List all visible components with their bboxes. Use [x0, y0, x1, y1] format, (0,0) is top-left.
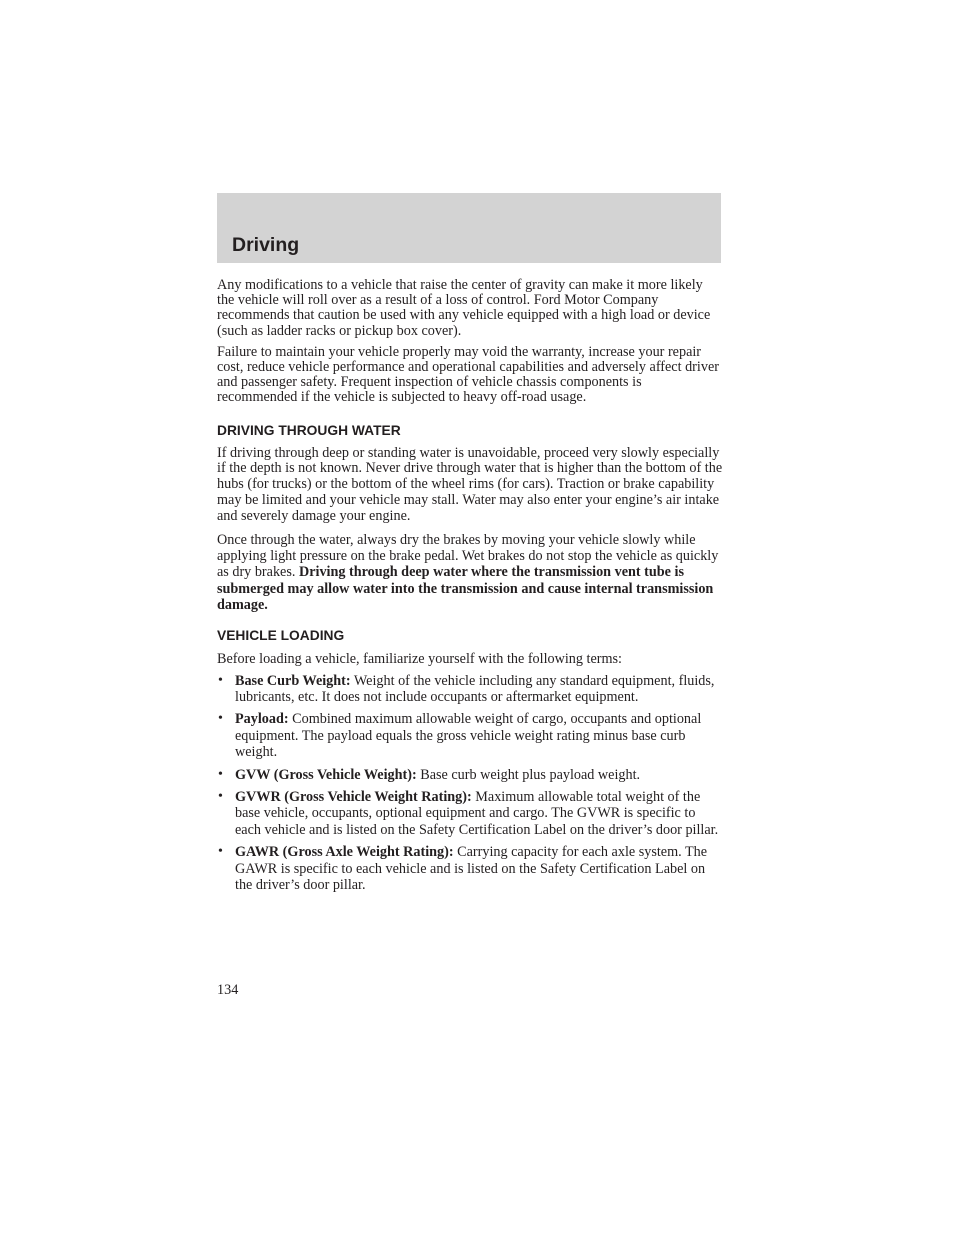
bullet-icon: • [218, 844, 223, 860]
vehicle-loading-heading: VEHICLE LOADING [217, 627, 345, 643]
term-label: GAWR (Gross Axle Weight Rating): [235, 844, 454, 861]
loading-terms-list [217, 673, 723, 894]
list-item-base-curb-weight [217, 673, 723, 706]
term-definition: Maximum allowable total weight of the base vehicle, occupants, optional equipment and cargo. The GVWR is specific to each vehicle and is listed on the Safety Certification Label on the driver’s door pillar. [235, 789, 719, 838]
term-definition: Weight of the vehicle including any standard equipment, fluids, lubricants, etc. It does not include occupants or aftermarket equipment. [235, 672, 715, 706]
term-label: GVWR (Gross Vehicle Weight Rating): [235, 789, 472, 806]
list-item-payload [217, 711, 723, 760]
term-label: GVW (Gross Vehicle Weight): [235, 766, 417, 783]
transmission-warning: Driving through deep water where the transmission vent tube is submerged may allow water into the transmission and cause internal transmission damage. [217, 564, 714, 614]
intro-paragraph: Any modifications to a vehicle that raise the center of gravity can make it more likely the vehicle will roll over as a result of a loss of control. Ford Motor Company recommends that caution be used with any vehicle equipped with a high load or device (such as ladder racks or pickup box cover). [217, 277, 711, 339]
term-definition: Base curb weight plus payload weight. [420, 766, 641, 783]
dry-brakes-paragraph [217, 532, 723, 614]
term-definition: Combined maximum allowable weight of cargo, occupants and optional equipment. The payload equals the gross vehicle weight rating minus base curb weight. [235, 711, 702, 761]
bullet-icon: • [218, 672, 223, 688]
term-label: Payload: [235, 711, 289, 728]
section-header-band [217, 193, 721, 263]
term-definition: Carrying capacity for each axle system. The GAWR is specific to each vehicle and is listed on the Safety Certification Label on the driver’s door pillar. [235, 844, 708, 894]
list-item-gvw [217, 767, 723, 783]
vehicle-loading-intro: Before loading a vehicle, familiarize yourself with the following terms: [217, 650, 623, 667]
section-title: Driving [232, 234, 300, 256]
water-paragraph: If driving through deep or standing water is unavoidable, proceed very slowly especially if the depth is not known. Never drive through water that is higher than the bottom of the hubs (for trucks) or the bottom of the wheel rims (for cars). Traction or brake capability may be limited and your vehicle may stall. Water may also enter your engine’s air intake and severely damage your engine. [217, 444, 723, 524]
maintenance-paragraph: Failure to maintain your vehicle properly may void the warranty, increase your repair cost, reduce vehicle performance and operational capabilities and adversely affect driver and passenger safety. Frequent inspection of vehicle chassis components is recommended if the vehicle is subjected to heavy off-road usage. [217, 343, 719, 406]
dry-brakes-text: Once through the water, always dry the brakes by moving your vehicle slowly while applying light pressure on the brake pedal. Wet brakes do not stop the vehicle as quickly as dry brakes. [217, 531, 719, 581]
bullet-icon: • [218, 766, 223, 782]
driving-through-water-heading: DRIVING THROUGH WATER [217, 422, 401, 438]
bullet-icon: • [218, 789, 223, 805]
page-content [217, 278, 723, 894]
page-number: 134 [217, 982, 239, 998]
term-label: Base Curb Weight: [235, 672, 351, 689]
list-item-gvwr [217, 789, 723, 838]
list-item-gawr [217, 844, 723, 893]
bullet-icon: • [218, 711, 223, 727]
